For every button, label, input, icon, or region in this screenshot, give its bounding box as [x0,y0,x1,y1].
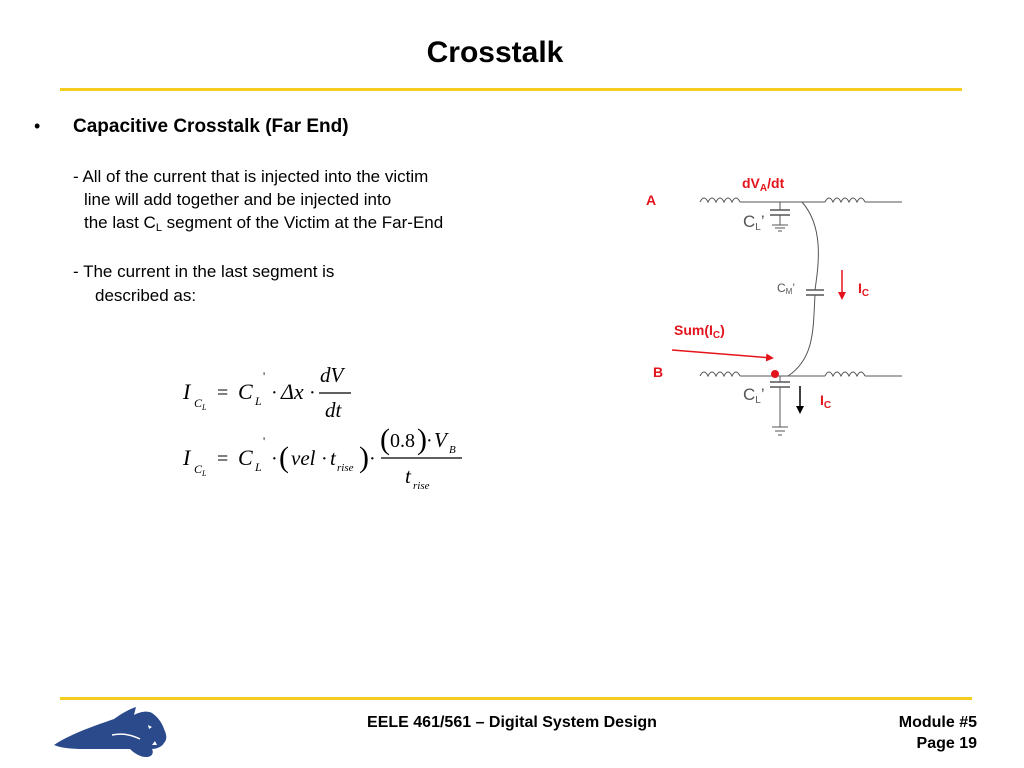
cm-label [777,281,795,296]
dva-post: /dt [767,175,785,191]
coupled-line-circuit [640,168,910,458]
eq2-num-paren-open: ( [380,423,390,456]
footer-rule [60,697,972,700]
slide-title: Crosstalk [426,36,564,69]
eq1-prime: ' [263,369,266,383]
inductor-a-right [825,198,865,202]
eq2-dot-3: · [369,448,376,470]
eq2-c-sub: L [255,460,262,474]
footer-course: EELE 461/561 – Digital System Design [367,714,657,731]
ic-bot-i: I [820,392,824,408]
eq2-v: V [434,428,447,452]
line-a [700,198,902,231]
sum-post: ) [720,322,725,338]
eq2-c: C [238,445,253,470]
cl-bot-c: C [743,385,756,404]
eq2-t: t [330,446,336,470]
inductor-b-left [700,372,740,376]
line-b [700,372,902,435]
eq1-i-sub-l: L [202,403,207,412]
bullet-symbol: • [34,116,41,136]
eq1-c: C [238,379,253,404]
coupling-wire-bottom [788,295,815,376]
ic-top-i: I [858,280,862,296]
footer-module-page [899,712,977,754]
eq2-dot-2: · [321,448,328,470]
eq2-paren-open: ( [279,441,289,474]
eq2-vel: vel [291,446,316,470]
dva-pre: dV [742,175,760,191]
eq2-i-sub-c: C [194,462,203,476]
eq2-dot-1: · [271,448,278,470]
eq1-equals: = [217,382,229,404]
footer-page: Page 19 [916,735,977,752]
eq1-dx: Δx [281,379,304,404]
dva-sub: A [759,183,768,194]
paragraph-2-line-1: - The current in the last segment is [73,262,335,281]
eq2-paren-close: ) [359,441,369,474]
paragraph-2-line-2: described as: [95,286,197,305]
bullet-heading: Capacitive Crosstalk (Far End) [73,116,349,137]
eq2-dot-4: · [426,430,433,452]
sum-arrow [672,350,772,358]
inductor-a-left [700,198,740,202]
coupling-wire-top [802,202,818,290]
eq2-coefficient: 0.8 [390,430,415,452]
cl-top-prime: ’ [760,212,765,231]
equation-2 [182,423,462,492]
title-rule [60,88,962,91]
eq1-denominator: dt [325,398,342,422]
eq1-numerator: dV [320,363,344,387]
dva-dt-label [742,175,785,194]
ic-bot-label [820,392,831,411]
eq2-den-sub: rise [413,480,430,492]
paragraph-1-line-3 [84,211,443,234]
eq1-c-sub: L [255,394,262,408]
equations [175,355,475,500]
eq2-prime: ' [263,434,266,448]
eq1-i-sub-c: C [194,396,203,410]
paragraph-1-line-2: line will add together and be injected into [84,190,392,209]
eq2-num-paren-close: ) [417,423,427,456]
eq2-equals: = [217,448,229,470]
sum-pre: Sum(I [674,322,713,338]
cl-bot-sub: L [755,395,761,406]
line-a-label: A [646,192,657,208]
eq2-v-sub: B [449,444,456,456]
eq1-dot-1: · [271,382,278,404]
cl-top-label [743,212,765,233]
cl-top-c: C [743,212,756,231]
footer-module: Module #5 [898,714,977,731]
ic-bot-sub: C [823,400,832,411]
eq2-den-t: t [405,464,411,488]
eq1-dot-2: · [309,382,316,404]
cl-bot-prime: ’ [760,385,765,404]
sum-ic-label [674,322,725,341]
sum-sub: C [712,330,721,341]
eq2-i: I [183,445,191,470]
ic-top-label [858,280,869,299]
cm-sub: M [785,287,793,296]
equation-1 [182,363,351,422]
cm-prime: ’ [792,281,796,295]
line-b-label: B [653,364,664,380]
cl-bot-label [743,385,765,406]
cm-c: C [777,281,786,295]
junction-dot [771,370,779,378]
paragraph-1-line-1: - All of the current that is injected into the victim [73,167,429,186]
inductor-b-right [825,372,865,376]
ic-top-sub: C [861,288,870,299]
line3-pre: the last C [84,213,156,232]
eq2-t-sub: rise [337,462,354,474]
cl-top-sub: L [755,222,761,233]
line3-sub: L [155,222,162,234]
eq1-i: I [183,379,191,404]
line3-post: segment of the Victim at the Far-End [161,213,444,232]
eq2-i-sub-l: L [202,469,207,478]
